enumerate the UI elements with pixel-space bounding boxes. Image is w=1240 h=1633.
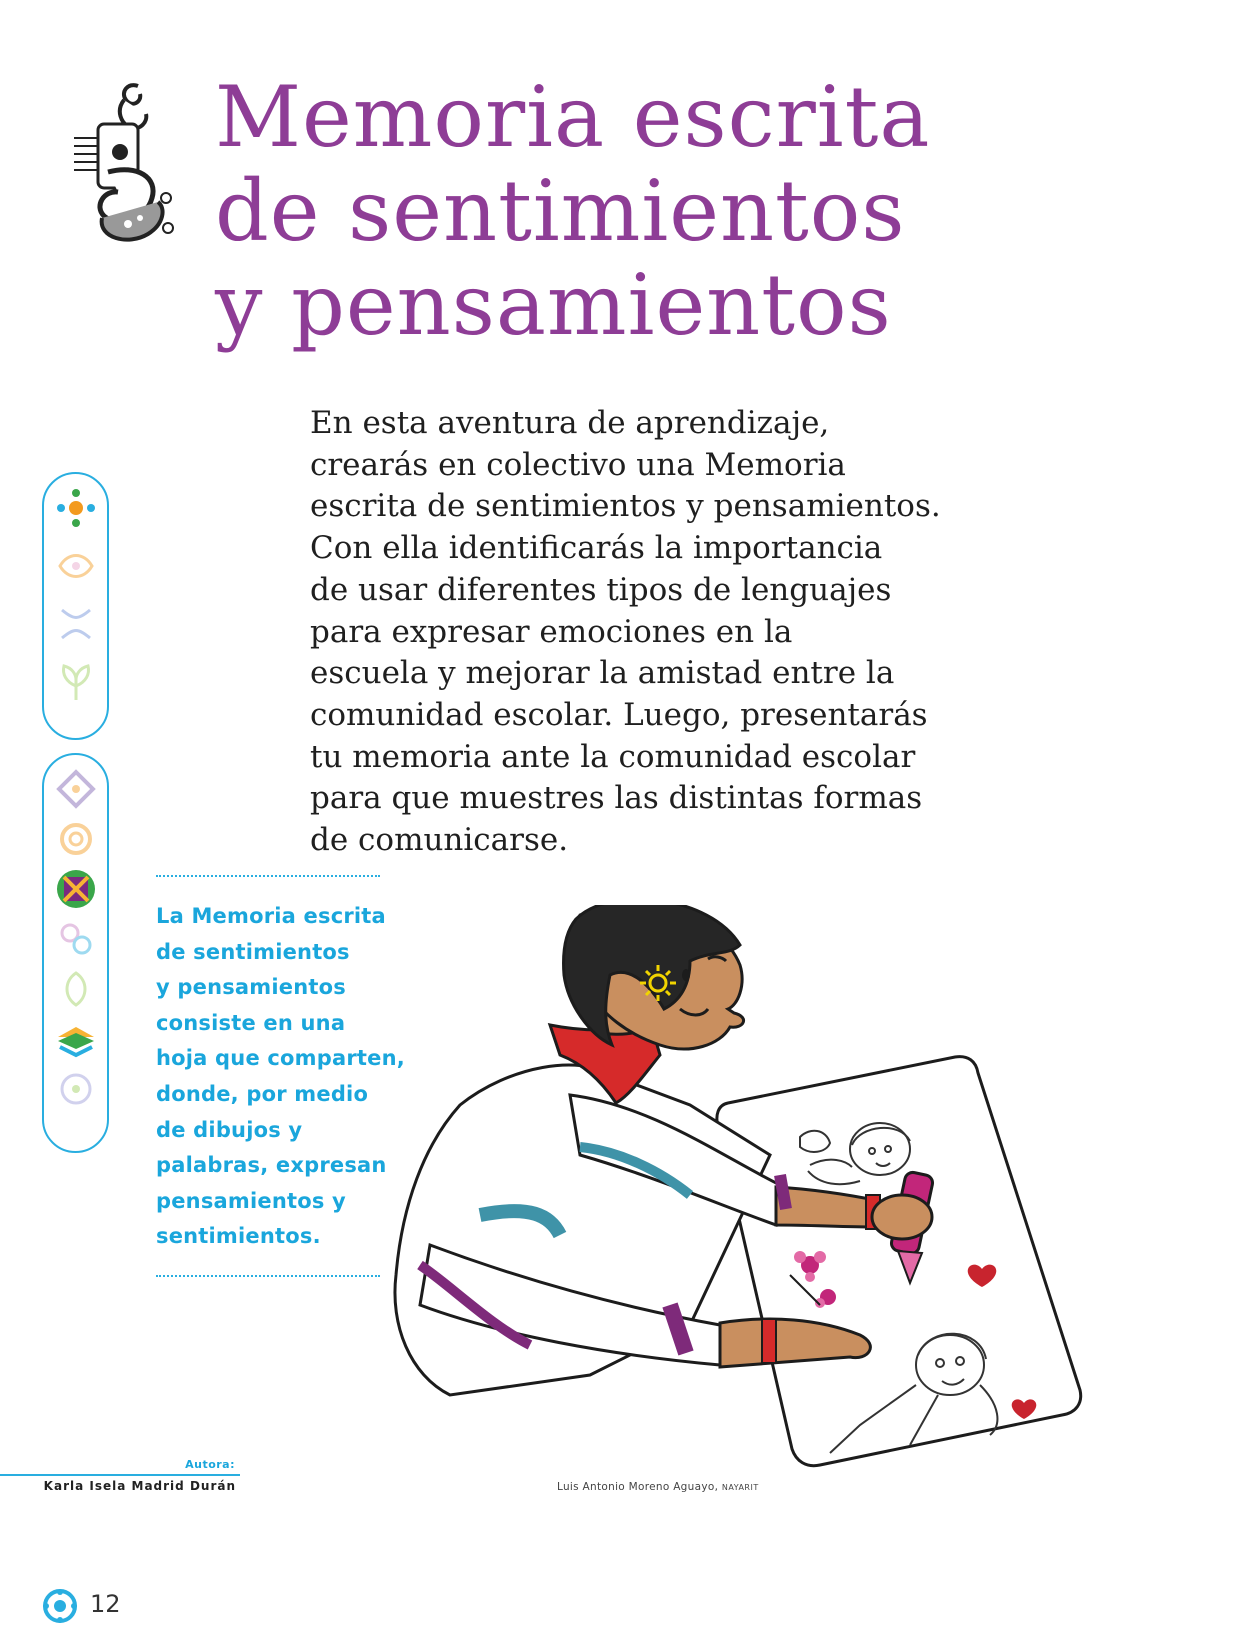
eje-book-icon [54,1017,98,1061]
eje-spiral-icon [54,817,98,861]
illustrator-name: Luis Antonio Moreno Aguayo, [557,1481,719,1493]
illustrator-state: NAYARIT [721,1483,759,1492]
definition-line: sentimientos. [156,1224,321,1249]
decorative-glyph-icon [68,78,178,248]
author-name: Karla Isela Madrid Durán [43,1479,236,1493]
definition-line: consiste en una [156,1010,346,1035]
intro-line: comunidad escolar. Luego, presentarás [310,696,928,733]
eje-links-icon [54,917,98,961]
title-line: de sentimientos [215,162,906,260]
page-title [215,70,1115,352]
definition-line: donde, por medio [156,1081,369,1106]
definition-box [156,875,405,1277]
etica-field-icon [54,602,98,646]
definition-line: La Memoria escrita [156,904,386,928]
definition-line: hoja que comparten, [156,1046,405,1071]
author-divider [0,1474,240,1476]
saberes-field-icon [54,544,98,588]
intro-paragraph [310,403,1010,862]
boy-drawing-illustration [390,905,1120,1485]
eje-leaf-icon [54,967,98,1011]
intro-line: Con ella identificarás la importancia [310,530,883,567]
humano-field-icon [54,660,98,704]
intro-line: crearás en colectivo una Memoria [310,446,846,483]
title-line: Memoria escrita [215,68,931,166]
eje-circle-icon [54,1067,98,1111]
definition-line: de dibujos y [156,1117,303,1142]
definition-text [156,899,405,1255]
intro-line: tu memoria ante la comunidad escolar [310,738,916,775]
intro-line: escrita de sentimientos y pensamientos. [310,488,941,525]
definition-line: de sentimientos [156,939,350,964]
intro-line: de usar diferentes tipos de lenguajes [310,571,892,608]
definition-line: palabras, expresan [156,1153,387,1178]
ejes-capsule [42,753,109,1153]
intro-line: En esta aventura de aprendizaje, [310,405,830,441]
eje-diamond-icon [54,767,98,811]
intro-line: para que muestres las distintas formas [310,780,923,817]
intro-line: de comunicarse. [310,822,569,859]
page-ornament-icon [42,1588,78,1624]
author-label: Autora: [185,1458,235,1471]
definition-line: y pensamientos [156,975,346,1000]
eje-crossed-square-icon [54,867,98,911]
definition-line: pensamientos y [156,1188,346,1213]
page-number: 12 [90,1590,121,1618]
paper-sheet [717,1057,1081,1466]
lenguajes-field-icon [54,486,98,530]
intro-line: escuela y mejorar la amistad entre la [310,655,895,692]
dotted-divider [156,875,380,877]
title-line: y pensamientos [215,256,892,354]
illustrator-credit [557,1481,759,1493]
campos-capsule [42,472,109,740]
dotted-divider [156,1275,380,1277]
intro-line: para expresar emociones en la [310,613,793,650]
